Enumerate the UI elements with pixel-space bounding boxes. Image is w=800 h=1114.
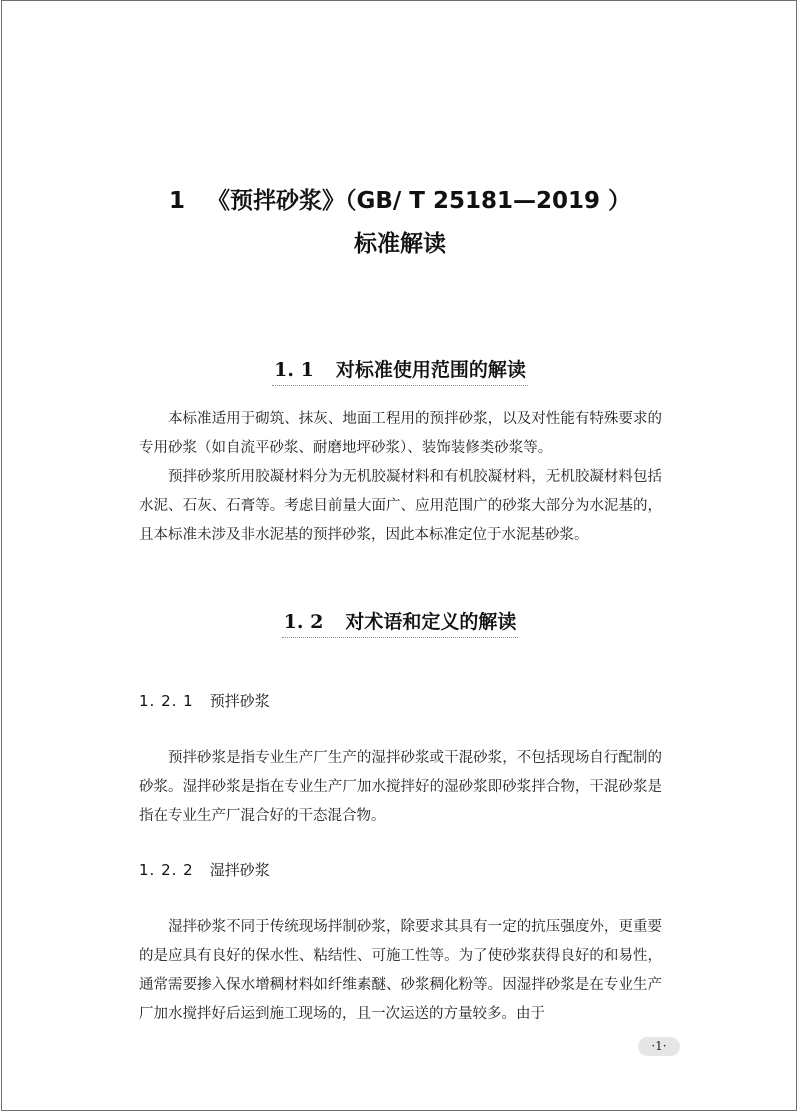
paragraph-premixed-mortar: 预拌砂浆是指专业生产厂生产的湿拌砂浆或干混砂浆，不包括现场自行配制的砂浆。湿拌砂浆是指在专业生产厂加水搅拌好的湿砂浆即砂浆拌合物，干混砂浆是指在专业生产厂混合好的干态混合物。 bbox=[139, 750, 662, 824]
section-heading-1-1 bbox=[0, 356, 800, 386]
paragraph-scope-2: 预拌砂浆所用胶凝材料分为无机胶凝材料和有机胶凝材料，无机胶凝材料包括水泥、石灰、石膏等。考虑目前量大面广、应用范围广的砂浆大部分为水泥基的，且本标准未涉及非水泥基的预拌砂浆，因此本标准定位于水泥基砂浆。 bbox=[139, 469, 662, 543]
paragraph-wet-mixed-mortar: 湿拌砂浆不同于传统现场拌制砂浆，除要求其具有一定的抗压强度外，更重要的是应具有良好的保水性、粘结性、可施工性等。为了使砂浆获得良好的和易性，通常需要掺入保水增稠材料如纤维素醚、砂浆稠化粉等。因湿拌砂浆是在专业生产厂加水搅拌好后运到施工现场的，且一次运送的方量较多。由于 bbox=[139, 919, 662, 1022]
chapter-number: 1 bbox=[168, 188, 185, 214]
section-number: 1. 2 bbox=[283, 611, 324, 633]
subsection-number: 1. 2. 1 bbox=[139, 692, 194, 710]
subsection-heading-1-2-2 bbox=[139, 861, 270, 879]
page-number: ·1· bbox=[638, 1037, 680, 1056]
subsection-heading-1-2-1 bbox=[139, 692, 270, 710]
section-title: 对术语和定义的解读 bbox=[345, 611, 517, 633]
section-title: 对标准使用范围的解读 bbox=[335, 359, 526, 381]
subsection-title: 湿拌砂浆 bbox=[209, 861, 270, 879]
chapter-title bbox=[0, 190, 800, 213]
paragraph-scope-1: 本标准适用于砌筑、抹灰、地面工程用的预拌砂浆，以及对性能有特殊要求的专用砂浆（如自流平砂浆、耐磨地坪砂浆）、装饰装修类砂浆等。 bbox=[139, 411, 662, 456]
section-number: 1. 1 bbox=[274, 359, 314, 381]
subsection-title: 预拌砂浆 bbox=[209, 692, 270, 710]
subsection-number: 1. 2. 2 bbox=[139, 861, 194, 879]
chapter-title-line1: 《预拌砂浆》（GB/ T 25181—2019 ） bbox=[206, 188, 632, 214]
section-heading-1-2 bbox=[0, 608, 800, 638]
chapter-title-line2: 标准解读 bbox=[354, 231, 446, 257]
